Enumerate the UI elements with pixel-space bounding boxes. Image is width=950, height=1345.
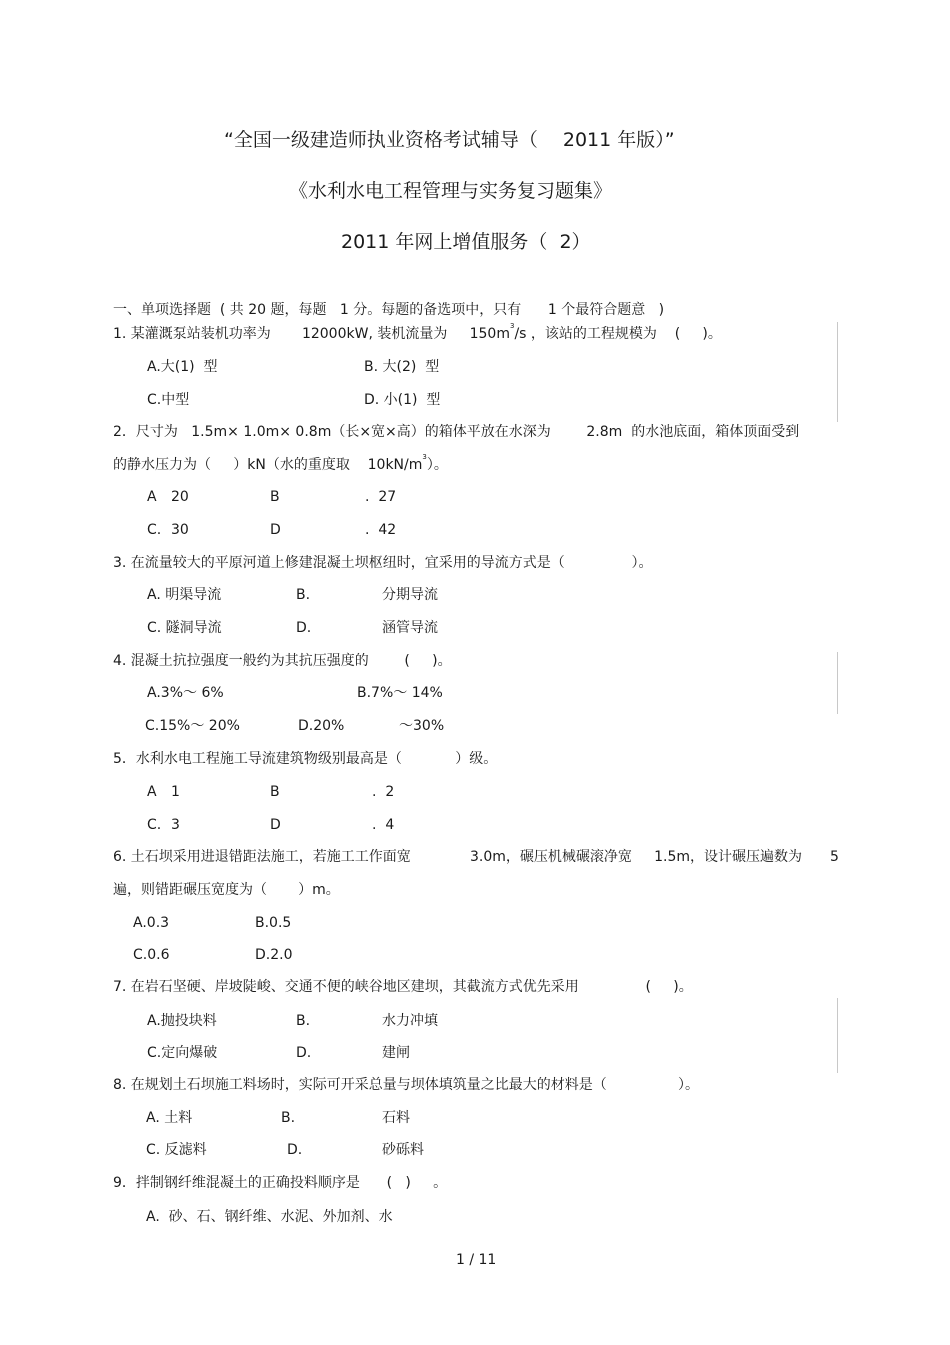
question-3-option-d: 涵管导流 [382, 620, 438, 636]
question-1-option-b: B. 大(2) 型 [364, 359, 440, 375]
question-6-stem-line1-part3: 5 [830, 849, 839, 865]
question-3-option-b-label: B. [296, 587, 311, 603]
question-9-option-a: A. 砂、石、钢纤维、水泥、外加剂、水 [146, 1209, 393, 1225]
doc-title-line1: “全国一级建造师执业资格考试辅导（ 2011 年版）” [224, 129, 675, 151]
question-5-option-d-value: . 4 [372, 817, 395, 833]
question-5-option-a-value: 1 [171, 784, 180, 800]
question-4-option-a: A.3%～ 6% [147, 685, 224, 701]
page-edge-line [837, 652, 838, 714]
question-2-option-b-value: . 27 [365, 489, 397, 505]
question-6-option-b: B.0.5 [255, 915, 292, 931]
page-edge-line [837, 998, 838, 1073]
question-2-option-b-label: B [270, 489, 280, 505]
question-6-stem-line2: 遍，则错距碾压宽度为（ ）m。 [113, 882, 340, 898]
question-4-option-c: C.15%～ 20% [145, 718, 240, 734]
question-3-option-d-label: D. [296, 620, 312, 636]
question-5-option-b-label: B [270, 784, 280, 800]
question-8-option-b-label: B. [281, 1110, 296, 1126]
question-6-stem-line1-part2: 3.0m，碾压机械碾滚净宽 1.5m，设计碾压遍数为 [470, 849, 803, 865]
page-number: 1 / 11 [456, 1252, 497, 1268]
question-9-stem: 9．拌制钢纤维混凝土的正确投料顺序是 ( ) 。 [113, 1175, 448, 1191]
question-2-stem-line2: 的静水压力为（ ）kN（水的重度取 $10kN/m^3$）。 [113, 453, 448, 473]
question-6-option-d: D.2.0 [255, 947, 293, 963]
question-1-option-a: A.大(1) 型 [147, 359, 218, 375]
question-4-option-d: D.20% [298, 718, 345, 734]
question-5-option-d-label: D [270, 817, 281, 833]
doc-title-line3: 2011 年网上增值服务（ 2） [341, 231, 591, 253]
question-8-option-c: C. 反滤料 [146, 1142, 207, 1158]
question-2-option-c-label: C. [147, 522, 162, 538]
question-6-option-c: C.0.6 [133, 947, 170, 963]
superscript: 3 [422, 453, 427, 461]
page-edge-line [837, 322, 838, 422]
question-2-option-c-value: 30 [171, 522, 189, 538]
question-1-option-c: C.中型 [147, 392, 190, 408]
question-2-option-d-value: . 42 [365, 522, 397, 538]
question-4-option-b: B.7%～ 14% [357, 685, 443, 701]
question-8-option-d-label: D. [287, 1142, 303, 1158]
question-3-option-a: A. 明渠导流 [147, 587, 222, 603]
question-7-option-d: 建闸 [382, 1045, 410, 1061]
question-8-stem: 8. 在规划土石坝施工料场时，实际可开采总量与坝体填筑量之比最大的材料是（ ）。 [113, 1077, 700, 1093]
question-5-stem: 5．水利水电工程施工导流建筑物级别最高是（ ）级。 [113, 751, 498, 767]
question-6-option-a: A.0.3 [133, 915, 170, 931]
doc-title-line2: 《水利水电工程管理与实务复习题集》 [289, 180, 613, 202]
question-3-option-c: C. 隧洞导流 [147, 620, 222, 636]
question-1-option-d: D. 小(1) 型 [364, 392, 441, 408]
question-5-option-c-value: 3 [171, 817, 180, 833]
question-2-option-d-label: D [270, 522, 281, 538]
question-2-option-a-value: 20 [171, 489, 189, 505]
question-3-stem: 3. 在流量较大的平原河道上修建混凝土坝枢纽时，宜采用的导流方式是（ ）。 [113, 555, 653, 571]
question-1-stem: 1. 某灌溉泵站装机功率为 12000kW, 装机流量为 $150m^3/s$ ，该站的工程规模为 ( )。 [113, 322, 722, 342]
question-7-stem: 7. 在岩石坚硬、岸坡陡峻、交通不便的峡谷地区建坝，其截流方式优先采用 ( )。 [113, 979, 693, 995]
question-2-option-a-label: A [147, 489, 157, 505]
question-5-option-a-label: A [147, 784, 157, 800]
section-header: 一、单项选择题 ( 共 20 题，每题 1 分。每题的备选项中，只有 1 个最符合题意 ) [113, 302, 665, 318]
question-7-option-d-label: D. [296, 1045, 312, 1061]
question-8-option-d: 砂砾料 [382, 1142, 424, 1158]
superscript: 3 [509, 322, 515, 330]
question-8-option-a: A. 土料 [146, 1110, 193, 1126]
question-7-option-c: C.定向爆破 [147, 1045, 218, 1061]
question-3-option-b: 分期导流 [382, 587, 438, 603]
question-5-option-b-value: . 2 [372, 784, 395, 800]
question-2-stem-line1: 2．尺寸为 1.5m× 1.0m× 0.8m（长×宽×高）的箱体平放在水深为 2.8m 的水池底面，箱体顶面受到 [113, 424, 800, 440]
question-7-option-b-label: B. [296, 1013, 311, 1029]
question-4-option-d-range: ～30% [399, 718, 445, 734]
question-7-option-a: A.抛投块料 [147, 1013, 217, 1029]
question-5-option-c-label: C. [147, 817, 162, 833]
question-8-option-b: 石料 [382, 1110, 410, 1126]
question-7-option-b: 水力冲填 [382, 1013, 438, 1029]
question-4-stem: 4. 混凝土抗拉强度一般约为其抗压强度的 ( )。 [113, 653, 452, 669]
question-6-stem-line1-part1: 6. 土石坝采用进退错距法施工，若施工工作面宽 [113, 849, 411, 865]
